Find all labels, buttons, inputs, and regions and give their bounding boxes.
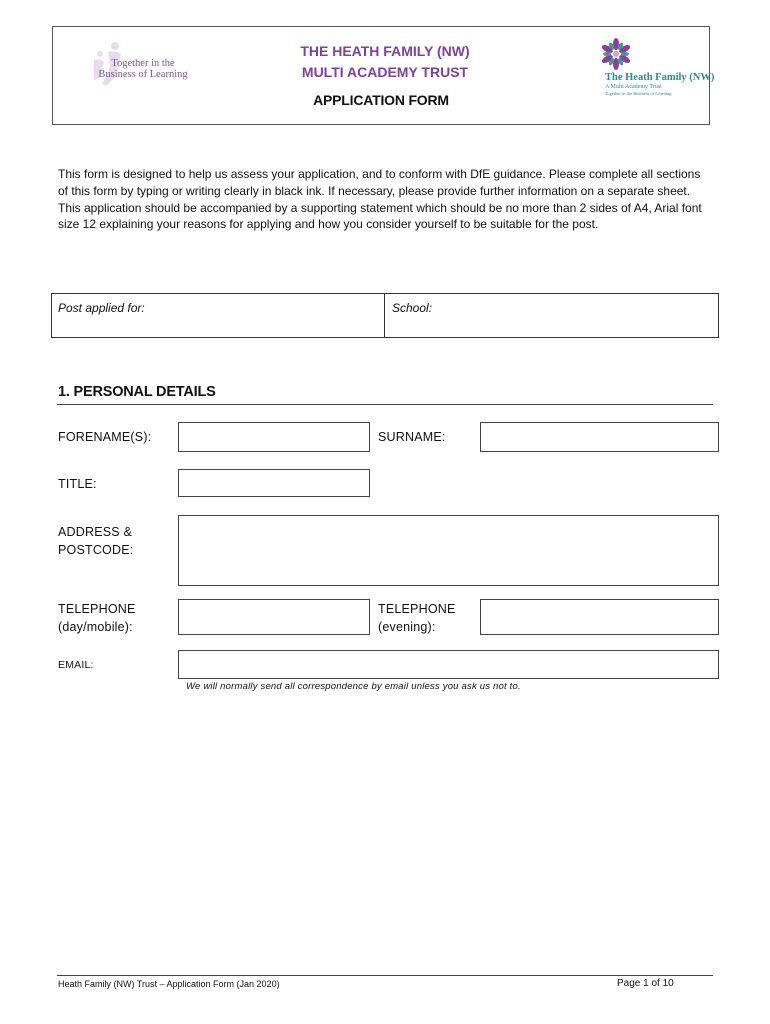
address-label: ADDRESS & POSTCODE: <box>58 525 134 557</box>
form-title: APPLICATION FORM <box>313 92 449 108</box>
heath-family-logo <box>598 36 715 100</box>
forename-label: FORENAME(S): <box>58 430 152 444</box>
trust-title <box>230 41 540 83</box>
surname-field[interactable] <box>480 422 719 452</box>
footer-divider <box>57 975 713 976</box>
footer-document-title: Heath Family (NW) Trust – Application Form (Jan 2020) <box>58 979 280 989</box>
flower-emblem-icon <box>598 36 634 72</box>
email-label: EMAIL: <box>58 659 94 671</box>
section-divider <box>57 404 713 405</box>
address-field[interactable] <box>178 515 719 586</box>
post-school-divider <box>384 293 385 338</box>
trust-title-line2: MULTI ACADEMY TRUST <box>301 64 469 80</box>
trust-title-line1: THE HEATH FAMILY (NW) <box>300 43 470 59</box>
post-applied-label[interactable]: Post applied for: <box>58 301 145 315</box>
together-logo-text: Together in the Business of Learning <box>98 58 188 80</box>
intro-paragraph: This form is designed to help us assess your application, and to conform with DfE guidance. Please complete all sections of this form by typing or writing clearly in black ink. If necessary, please provide further information on a separate sheet. This application should be accompanied by a supporting statement which should be no more than 2 sides of A4, Arial font size 12 explaining your reasons for applying and how you consider yourself to be suitable for the post. <box>58 167 702 232</box>
title-field[interactable] <box>178 469 370 497</box>
telephone-evening-label: TELEPHONE (evening): <box>378 602 456 634</box>
email-field[interactable] <box>178 650 719 679</box>
post-school-table <box>51 293 719 338</box>
together-logo <box>84 38 188 94</box>
heath-family-logo-name: The Heath Family (NW) <box>605 72 715 83</box>
school-label[interactable]: School: <box>392 301 433 315</box>
telephone-evening-field[interactable] <box>480 599 719 635</box>
title-label: TITLE: <box>58 477 97 491</box>
email-note: We will normally send all correspondence by email unless you ask us not to. <box>186 681 521 692</box>
section-heading: 1. PERSONAL DETAILS <box>58 384 216 400</box>
telephone-day-label: TELEPHONE (day/mobile): <box>58 602 136 634</box>
telephone-day-field[interactable] <box>178 599 370 635</box>
forename-field[interactable] <box>178 422 370 452</box>
heath-family-logo-subtitle: A Multi Academy Trust <box>605 84 662 90</box>
footer-page-number: Page 1 of 10 <box>617 978 674 989</box>
heath-family-logo-tagline: Together in the Business of Learning <box>605 91 672 96</box>
surname-label: SURNAME: <box>378 430 446 444</box>
